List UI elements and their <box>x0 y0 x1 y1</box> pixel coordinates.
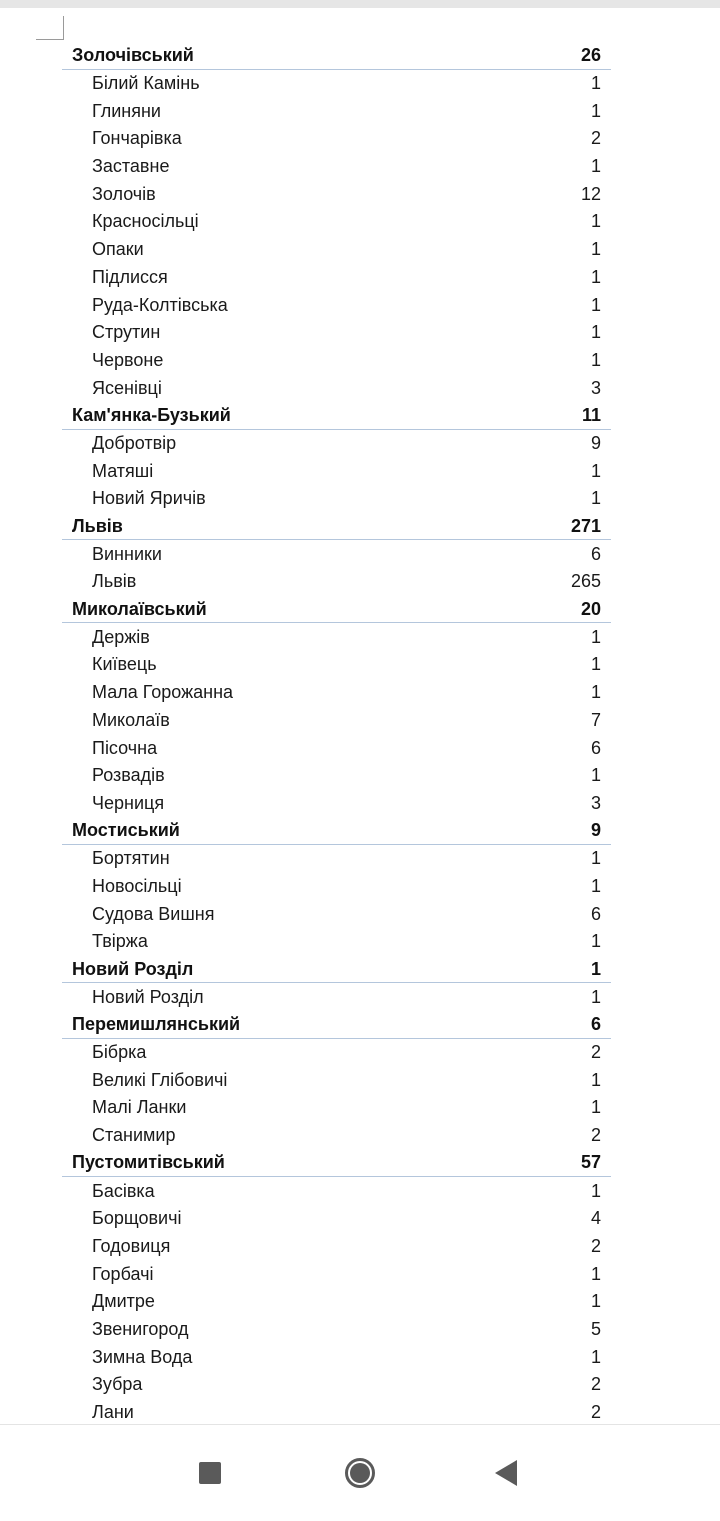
group-name: Новий Розділ <box>72 958 194 979</box>
item-row <box>62 97 611 125</box>
item-row <box>62 679 611 707</box>
item-value: 1 <box>590 211 601 232</box>
group-total: 9 <box>590 820 601 841</box>
item-name: Звенигород <box>92 1318 189 1339</box>
item-name: Зимна Вода <box>92 1346 193 1367</box>
group-name: Пустомитівський <box>72 1152 225 1173</box>
group-total: 271 <box>570 515 601 536</box>
item-row <box>62 485 611 513</box>
item-value: 1 <box>590 626 601 647</box>
group-total: 11 <box>581 404 601 425</box>
item-row <box>62 845 611 873</box>
item-name: Винники <box>92 543 162 564</box>
android-navigation-bar <box>0 1424 720 1521</box>
item-value: 1 <box>590 875 601 896</box>
item-value: 1 <box>590 100 601 121</box>
item-row <box>62 430 611 458</box>
group-row <box>62 596 611 624</box>
page-corner-mark <box>36 16 64 40</box>
item-row <box>62 1122 611 1150</box>
item-value: 1 <box>590 654 601 675</box>
item-row <box>62 1233 611 1261</box>
item-name: Судова Вишня <box>92 903 215 924</box>
item-value: 1 <box>590 1180 601 1201</box>
item-name: Горбачі <box>92 1263 154 1284</box>
item-value: 1 <box>590 349 601 370</box>
item-row <box>62 70 611 98</box>
item-value: 1 <box>590 848 601 869</box>
item-name: Підлисся <box>92 266 168 287</box>
circle-home-icon <box>345 1458 375 1488</box>
item-value: 7 <box>590 709 601 730</box>
item-row <box>62 623 611 651</box>
item-value: 2 <box>590 1402 601 1423</box>
item-value: 1 <box>590 266 601 287</box>
item-name: Годовиця <box>92 1235 171 1256</box>
item-row <box>62 208 611 236</box>
group-name: Мостиський <box>72 820 180 841</box>
group-row <box>62 1150 611 1178</box>
item-value: 6 <box>590 543 601 564</box>
item-name: Добротвір <box>92 432 177 453</box>
item-value: 1 <box>590 460 601 481</box>
item-value: 1 <box>590 239 601 260</box>
triangle-back-icon <box>495 1460 517 1486</box>
item-row <box>62 236 611 264</box>
item-name: Заставне <box>92 156 170 177</box>
item-name: Пісочна <box>92 737 158 758</box>
item-value: 1 <box>590 488 601 509</box>
item-name: Струтин <box>92 322 161 343</box>
item-row <box>62 1066 611 1094</box>
group-row <box>62 817 611 845</box>
item-value: 1 <box>590 682 601 703</box>
item-row <box>62 762 611 790</box>
item-value: 4 <box>590 1208 601 1229</box>
item-row <box>62 1205 611 1233</box>
item-name: Дмитре <box>92 1291 155 1312</box>
item-name: Новосільці <box>92 875 182 896</box>
item-value: 1 <box>590 1069 601 1090</box>
group-row <box>62 513 611 541</box>
item-name: Білий Камінь <box>92 73 200 94</box>
item-name: Новий Розділ <box>92 986 204 1007</box>
item-row <box>62 347 611 375</box>
item-name: Розвадів <box>92 765 165 786</box>
item-value: 3 <box>590 792 601 813</box>
item-name: Станимир <box>92 1125 176 1146</box>
item-row <box>62 983 611 1011</box>
group-row <box>62 1011 611 1039</box>
item-name: Гончарівка <box>92 128 182 149</box>
item-name: Бібрка <box>92 1042 147 1063</box>
item-name: Бортятин <box>92 848 170 869</box>
item-value: 1 <box>590 986 601 1007</box>
item-value: 1 <box>590 294 601 315</box>
group-name: Кам'янка-Бузький <box>72 404 231 425</box>
item-name: Червоне <box>92 349 164 370</box>
item-row <box>62 790 611 818</box>
group-row <box>62 42 611 70</box>
item-name: Малі Ланки <box>92 1097 187 1118</box>
item-row <box>62 1371 611 1399</box>
item-value: 2 <box>590 1042 601 1063</box>
item-row <box>62 125 611 153</box>
item-row <box>62 1343 611 1371</box>
group-name: Золочівський <box>72 44 194 65</box>
item-row <box>62 1288 611 1316</box>
item-value: 1 <box>590 931 601 952</box>
item-row <box>62 180 611 208</box>
item-row <box>62 707 611 735</box>
item-row <box>62 900 611 928</box>
item-name: Київець <box>92 654 157 675</box>
item-name: Борщовичі <box>92 1208 182 1229</box>
item-row <box>62 1094 611 1122</box>
group-total: 1 <box>590 958 601 979</box>
item-name: Матяші <box>92 460 154 481</box>
item-name: Держів <box>92 626 150 647</box>
group-row <box>62 402 611 430</box>
group-name: Миколаївський <box>72 598 207 619</box>
item-row <box>62 1260 611 1288</box>
item-row <box>62 568 611 596</box>
item-row <box>62 1399 611 1427</box>
item-name: Твіржа <box>92 931 148 952</box>
item-value: 1 <box>590 1097 601 1118</box>
item-value: 9 <box>590 432 601 453</box>
item-row <box>62 651 611 679</box>
item-row <box>62 319 611 347</box>
item-value: 1 <box>590 156 601 177</box>
group-row <box>62 956 611 984</box>
item-name: Великі Глібовичі <box>92 1069 228 1090</box>
item-name: Миколаїв <box>92 709 170 730</box>
item-name: Ясенівці <box>92 377 162 398</box>
item-name: Золочів <box>92 183 156 204</box>
square-icon <box>199 1462 221 1484</box>
item-row <box>62 734 611 762</box>
item-value: 3 <box>590 377 601 398</box>
item-name: Глиняни <box>92 100 161 121</box>
item-value: 1 <box>590 765 601 786</box>
group-name: Перемишлянський <box>72 1013 241 1034</box>
home-button[interactable] <box>336 1449 384 1497</box>
item-name: Лани <box>92 1402 134 1423</box>
recents-button[interactable] <box>186 1449 234 1497</box>
item-value: 12 <box>580 183 601 204</box>
item-value: 1 <box>590 1291 601 1312</box>
item-value: 6 <box>590 737 601 758</box>
item-row <box>62 374 611 402</box>
item-value: 5 <box>590 1318 601 1339</box>
item-row <box>62 153 611 181</box>
item-value: 2 <box>590 1235 601 1256</box>
item-value: 1 <box>590 322 601 343</box>
group-total: 6 <box>590 1013 601 1034</box>
item-row <box>62 540 611 568</box>
document-table <box>62 42 611 1426</box>
item-name: Львів <box>92 571 137 592</box>
item-row <box>62 1177 611 1205</box>
item-name: Руда-Колтівська <box>92 294 228 315</box>
item-value: 1 <box>590 1346 601 1367</box>
group-name: Львів <box>72 515 123 536</box>
group-total: 57 <box>580 1152 601 1173</box>
item-name: Мала Горожанна <box>92 682 234 703</box>
item-name: Новий Яричів <box>92 488 206 509</box>
group-total: 26 <box>580 44 601 65</box>
item-value: 265 <box>570 571 601 592</box>
item-value: 1 <box>590 73 601 94</box>
item-value: 2 <box>590 1125 601 1146</box>
item-row <box>62 457 611 485</box>
item-name: Зубра <box>92 1374 143 1395</box>
item-value: 2 <box>590 1374 601 1395</box>
item-row <box>62 291 611 319</box>
item-name: Красносільці <box>92 211 199 232</box>
item-value: 6 <box>590 903 601 924</box>
group-total: 20 <box>580 598 601 619</box>
item-name: Черниця <box>92 792 165 813</box>
item-row <box>62 1039 611 1067</box>
back-button[interactable] <box>482 1449 530 1497</box>
item-row <box>62 1316 611 1344</box>
item-row <box>62 264 611 292</box>
item-name: Басівка <box>92 1180 155 1201</box>
top-scroll-gap <box>0 8 720 14</box>
item-name: Опаки <box>92 239 144 260</box>
item-value: 2 <box>590 128 601 149</box>
item-row <box>62 873 611 901</box>
item-row <box>62 928 611 956</box>
item-value: 1 <box>590 1263 601 1284</box>
